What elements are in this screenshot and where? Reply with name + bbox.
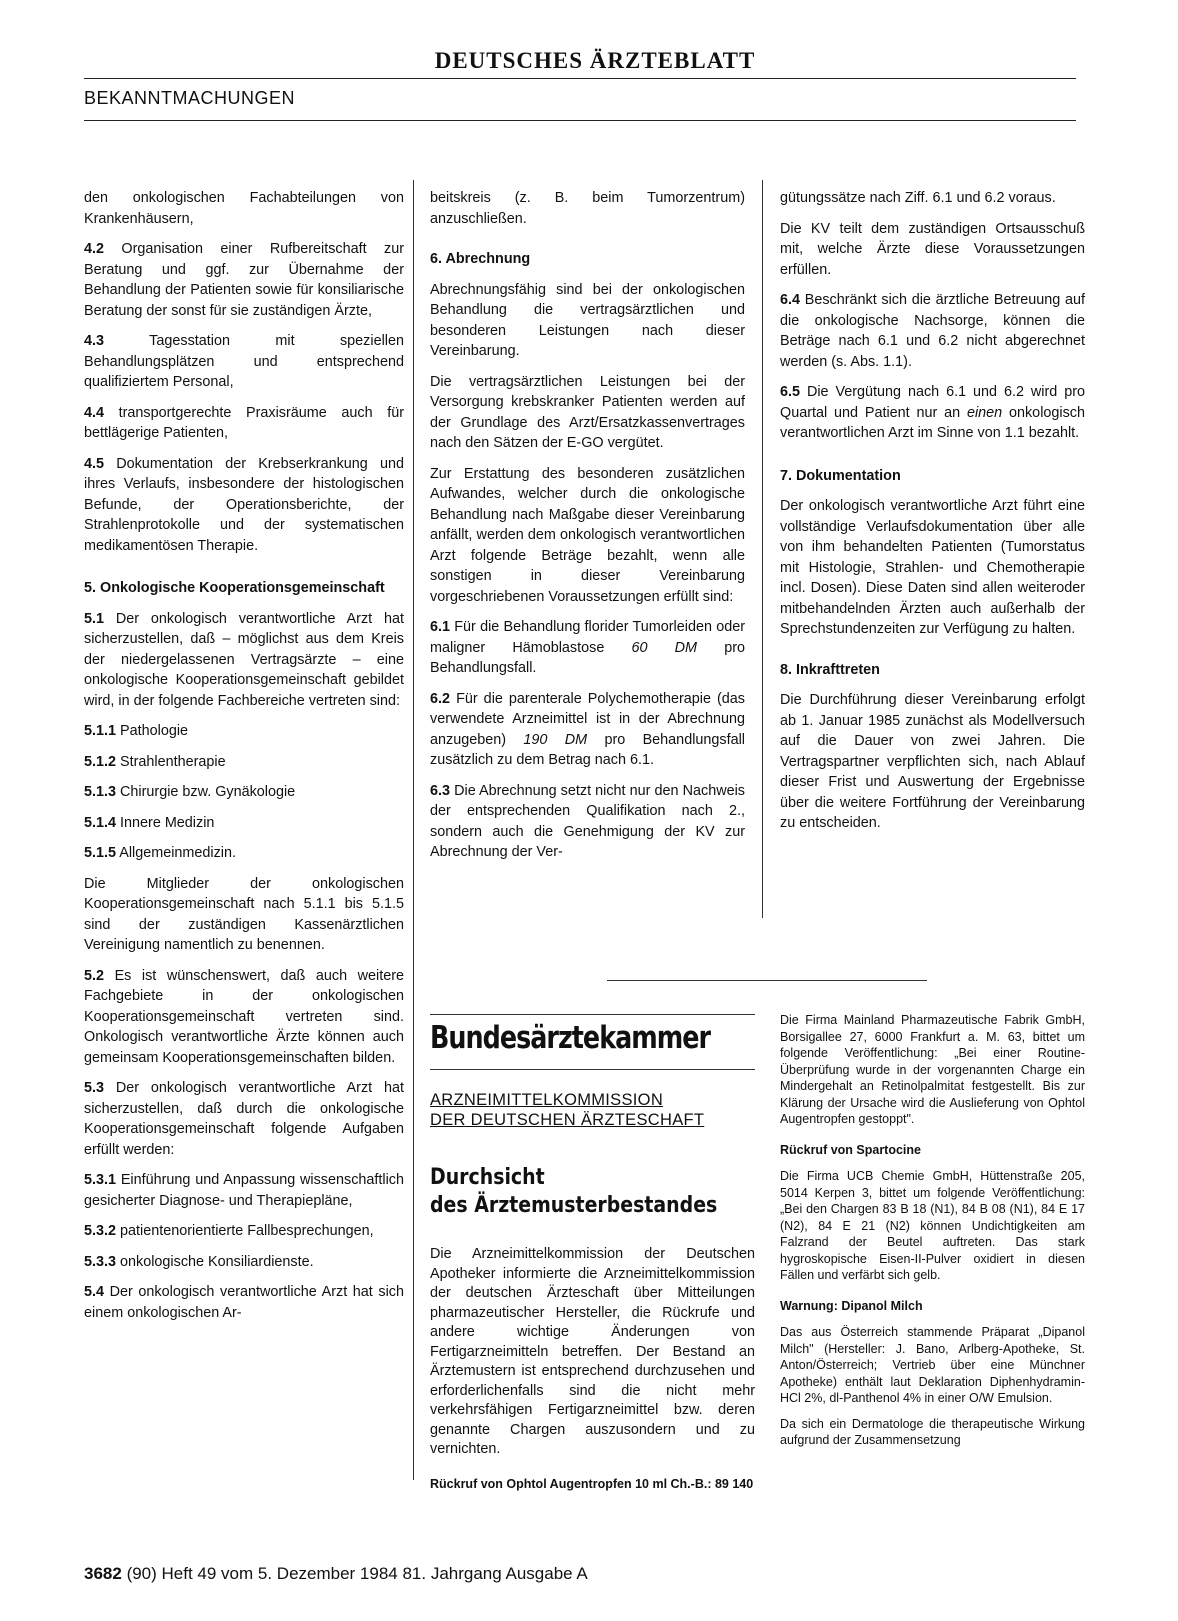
- page-footer: [84, 1564, 588, 1584]
- paragraph: 5.3 Der onkologisch verantwortliche Arzt hat sicherzustellen, daß durch die onkologische Kooperationsgemeinschaft folgende Aufgaben erfüllt werden:: [84, 1080, 404, 1158]
- recall-heading: Rückruf von Ophtol Augentropfen 10 ml Ch.-B.: 89 140: [430, 1476, 754, 1491]
- list-item: 5.1.2 Strahlentherapie: [84, 753, 226, 770]
- paragraph: Die Firma Mainland Pharmazeutische Fabrik GmbH, Borsigallee 27, 6000 Frankfurt a. M. 63, bittet um folgende Veröffentlichung: „Bei einer Routine-Überprüfung wurde in der vorgenannten Charge ein Mindergehalt an Retinolpalmitat festgestellt. Bis zur Klärung der Ursache wird die Auslieferung von Ophtol Augentropfen gestoppt".: [780, 1013, 1085, 1126]
- paragraph: 5.3.1 Einführung und Anpassung wissenschaftlich gesicherter Diagnose- und Therapiepläne,: [84, 1172, 404, 1209]
- paragraph: 5.3.3 onkologische Konsiliardienste.: [84, 1253, 314, 1270]
- commission-label: [430, 1090, 704, 1130]
- paragraph: Die Mitglieder der onkologischen Kooperationsgemeinschaft nach 5.1.1 bis 5.1.5 sind der zuständigen Kassenärztlichen Vereinigung namentlich zu benennen.: [84, 875, 404, 953]
- paragraph: Zur Erstattung des besonderen zusätzlichen Aufwandes, welcher durch die onkologische Behandlung nach Maßgabe dieser Vereinbarung anfällt, werden dem onkologisch verantwortlichen Arzt folgende Beträge bezahlt, wenn alle sonstigen in dieser Vereinbarung vorgeschriebenen Voraussetzungen erfüllt sind:: [430, 465, 745, 605]
- list-item: 5.1.5 Allgemeinmedizin.: [84, 845, 237, 861]
- paragraph: 4.3 Tagesstation mit speziellen Behandlungsplätzen und entsprechend qualifiziertem Personal,: [84, 333, 404, 390]
- title-rule-top: [430, 1014, 755, 1015]
- article-body: [430, 1245, 755, 1502]
- paragraph: gütungssätze nach Ziff. 6.1 und 6.2 voraus.: [780, 190, 1056, 206]
- paragraph: beitskreis (z. B. beim Tumorzentrum) anzuschließen.: [430, 190, 745, 227]
- section-heading: 6. Abrechnung: [430, 251, 531, 267]
- paragraph: Das aus Österreich stammende Präparat „Dipanol Milch" (Hersteller: J. Bano, Arlberg-Apotheke, St. Anton/Österreich; Vertrieb über eine Münchner Apotheke) enthält laut Deklaration Diphenhydramin-HCl 2%, dl-Panthenol 4% in einer O/W Emulsion.: [780, 1325, 1085, 1405]
- paragraph: 6.2 Für die parenterale Polychemotherapie (das verwendete Arzneimittel ist in der Abrechnung anzugeben) 190 DM pro Behandlungsfall zusätzlich zu dem Betrag nach 6.1.: [430, 690, 745, 768]
- commission-line-2: DER DEUTSCHEN ÄRZTESCHAFT: [430, 1111, 705, 1129]
- paragraph: 4.4 transportgerechte Praxisräume auch für bettlägerige Patienten,: [84, 404, 404, 441]
- paragraph: Da sich ein Dermatologe die therapeutische Wirkung aufgrund der Zusammensetzung: [780, 1416, 1085, 1447]
- section-separator: [607, 980, 927, 981]
- paragraph: Die Durchführung dieser Vereinbarung erfolgt ab 1. Januar 1985 zunächst als Modellversuch auf die Dauer von zwei Jahren. Die Vertragspartner verpflichten sich, nach Ablauf dieser Frist und Auswertung der Ergebnisse über die weitere Fortführung der Vereinbarung zu entscheiden.: [780, 692, 1085, 831]
- list-item: 5.1.1 Pathologie: [84, 723, 189, 739]
- recall-heading: Rückruf von Spartocine: [780, 1142, 921, 1157]
- paragraph: Die Arzneimittelkommission der Deutschen Apotheker informierte die Arzneimittelkommission der deutschen Ärzteschaft über Mitteilungen pharmazeutischer Hersteller, die Rückrufe und andere wichtige Änderungen von Fertigarzneimitteln betreffen. Der Bestand an Ärztemustern ist entsprechend durchzusehen und erforderlichenfalls sind die nicht mehr verkehrsfähigen Fertigarzneimittel bzw. deren genannte Chargen auszusondern und zu vernichten.: [430, 1246, 755, 1457]
- section-heading: 7. Dokumentation: [780, 467, 901, 484]
- paragraph: 4.5 Dokumentation der Krebserkrankung und ihres Verlaufs, insbesondere der histologischen Befunde, der Operationsberichte, der Strahlenprotokolle und der systematischen medikamentösen Therapie.: [84, 455, 405, 554]
- paragraph: 6.4 Beschränkt sich die ärztliche Betreuung auf die onkologische Nachsorge, können die Beträge nach 6.1 und 6.2 nicht abgerechnet werden (s. Abs. 1.1).: [780, 292, 1085, 370]
- column-1: [84, 188, 404, 1333]
- paragraph: den onkologischen Fachabteilungen von Krankenhäusern,: [84, 190, 404, 227]
- list-item: 5.1.4 Innere Medizin: [84, 814, 215, 831]
- header-rule-bottom: [84, 120, 1076, 121]
- paragraph: 5.4 Der onkologisch verantwortliche Arzt hat sich einem onkologischen Ar-: [84, 1284, 405, 1321]
- article-body-right: [780, 1012, 1085, 1458]
- article-title: Durchsicht des Ärztemusterbestandes: [430, 1165, 718, 1218]
- paragraph: 4.2 Organisation einer Rufbereitschaft zur Beratung und ggf. zur Übernahme der Behandlung der Patienten sowie für konsiliarische Beratung der sonst für sie zuständigen Ärzte,: [84, 241, 404, 319]
- paragraph: Die vertragsärztlichen Leistungen bei der Versorgung krebskranker Patienten werden auf der Grundlage des Arzt/Ersatzkassenvertrages nach den Sätzen der E-GO vergütet.: [430, 373, 745, 451]
- issue-info: (90) Heft 49 vom 5. Dezember 1984 81. Jahrgang Ausgabe A: [126, 1564, 588, 1583]
- column-2: [430, 188, 745, 873]
- list-item: 5.1.3 Chirurgie bzw. Gynäkologie: [84, 784, 296, 800]
- column-divider: [762, 180, 763, 918]
- section-label: BEKANNTMACHUNGEN: [84, 88, 296, 108]
- paragraph: Der onkologisch verantwortliche Arzt führt eine vollständige Verlaufsdokumentation über alle von ihm behandelten Patienten (Tumorstatus mit Histologie, Strahlen- und Chemotherapie incl. Dosen). Diese Daten sind allen weiteroder mitbehandelnden Ärzten auch außerhalb der Sprechstundenzeiten zur Verfügung zu halten.: [780, 498, 1085, 637]
- organization-title: Bundesärztekammer: [430, 1020, 711, 1056]
- paragraph: Die KV teilt dem zuständigen Ortsausschuß mit, welche Ärzte diese Voraussetzungen erfüllen.: [780, 220, 1085, 278]
- paragraph: 5.1 Der onkologisch verantwortliche Arzt hat sicherzustellen, daß – möglichst aus dem Kreis der niedergelassenen Vertragsärzte – eine onkologische Kooperationsgemeinschaft gebildet wird, in der folgende Fachbereiche vertreten sind:: [84, 610, 404, 709]
- section-heading: 5. Onkologische Kooperationsgemeinschaft: [84, 580, 385, 596]
- commission-line-1: ARZNEIMITTELKOMMISSION: [430, 1091, 664, 1109]
- paragraph: Abrechnungsfähig sind bei der onkologischen Behandlung die vertragsärztlichen und besonderen Leistungen nach dieser Vereinbarung.: [430, 281, 745, 359]
- page-number: 3682: [84, 1564, 122, 1583]
- title-rule-bottom: [430, 1069, 755, 1070]
- paragraph: 6.1 Für die Behandlung florider Tumorleiden oder maligner Hämoblastose 60 DM pro Behandlungsfall.: [430, 619, 745, 676]
- paragraph: 5.2 Es ist wünschenswert, daß auch weitere Fachgebiete in der onkologischen Kooperationsgemeinschaft vertreten sind. Onkologisch verantwortliche Ärzte können auch gemeinsam Kooperationsgemeinschaften bilden.: [84, 967, 405, 1066]
- column-divider: [413, 180, 414, 1480]
- paragraph: 5.3.2 patientenorientierte Fallbesprechungen,: [84, 1223, 374, 1239]
- paragraph: 6.5 Die Vergütung nach 6.1 und 6.2 wird pro Quartal und Patient nur an einen onkologisch verantwortlichen Arzt im Sinne von 1.1 bezahlt.: [780, 384, 1085, 441]
- section-heading: 8. Inkrafttreten: [780, 661, 880, 678]
- masthead: DEUTSCHES ÄRZTEBLATT: [434, 48, 756, 73]
- paragraph: Die Firma UCB Chemie GmbH, Hüttenstraße 205, 5014 Kerpen 3, bittet um folgende Veröffentlichung: „Bei den Chargen 83 B 18 (N1), 84 B 08 (N1), 84 E 17 (N2), 84 E 21 (N2) können Undichtigkeiten am Falzrand der Beutel auftreten. Das stark hygroskopische Eisen-II-Pulver oxidiert in diesen Fällen und verfärbt sich gelb.: [780, 1169, 1085, 1282]
- column-3: [780, 188, 1085, 844]
- warning-heading: Warnung: Dipanol Milch: [780, 1298, 923, 1313]
- paragraph: 6.3 Die Abrechnung setzt nicht nur den Nachweis der entsprechenden Qualifikation nach 2., sondern auch die Genehmigung der KV zur Abrechnung der Ver-: [430, 782, 745, 860]
- header-rule: [84, 78, 1076, 79]
